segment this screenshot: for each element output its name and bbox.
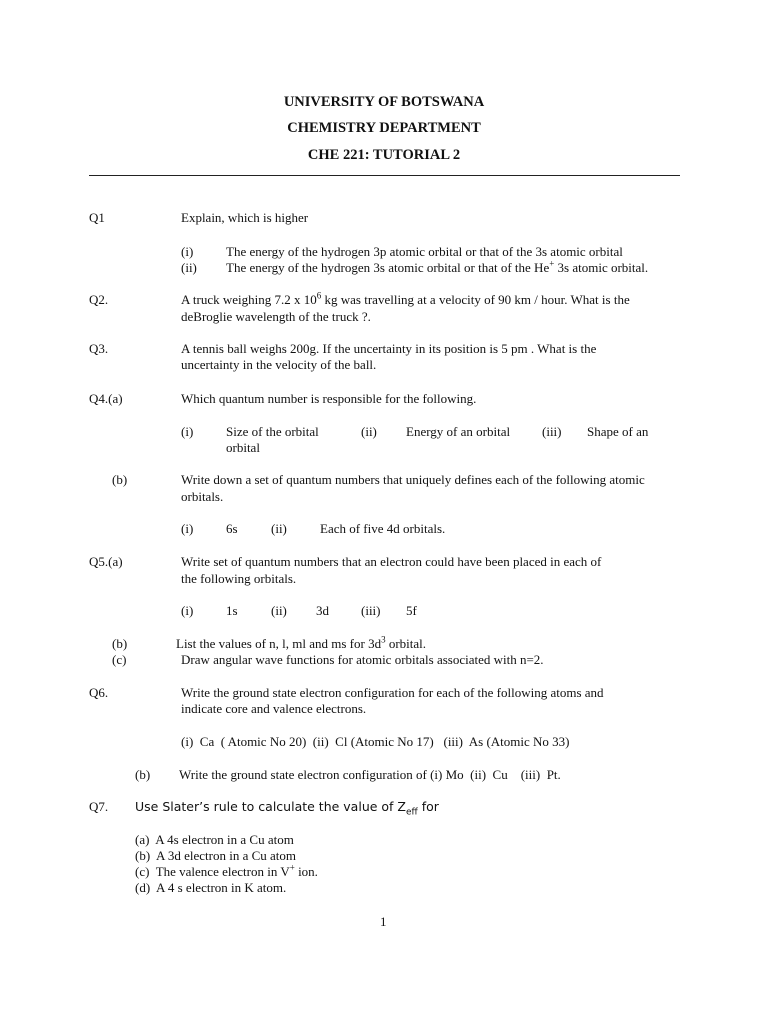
- q4b-label: (b): [112, 472, 128, 487]
- q1-i-label: (i): [181, 244, 194, 259]
- q2-line1: A truck weighing 7.2 x $10^6$ kg was travelling at a velocity of 90 km / hour. What is the: [181, 290, 630, 307]
- q4b-line1: Write down a set of quantum numbers that uniquely defines each of the following atomic: [181, 472, 645, 487]
- q5-opt-i-text: 1s: [226, 603, 238, 618]
- q5-opt-ii-text: 3d: [316, 603, 329, 618]
- q6-line2: indicate core and valence electrons.: [181, 701, 367, 716]
- q3-number: Q3.: [89, 341, 109, 356]
- q1-i-text: The energy of the hydrogen 3p atomic orbital or that of the 3s atomic orbital: [226, 244, 623, 259]
- q3-line2: uncertainty in the velocity of the ball.: [181, 357, 377, 372]
- q4-opt-ii-text: Energy of an orbital: [406, 424, 511, 439]
- q3-line1: A tennis ball weighs 200g. If the uncertainty in its position is 5 pm . What is the: [181, 341, 597, 356]
- q4b-opt-ii-label: (ii): [271, 521, 287, 536]
- q4-text: Which quantum number is responsible for the following.: [181, 391, 477, 406]
- q5-opt-i-label: (i): [181, 603, 194, 618]
- q5-opt-ii-label: (ii): [271, 603, 287, 618]
- q1-ii-text: The energy of the hydrogen 3s atomic orbital or that of the He+ 3s atomic orbital.: [226, 258, 649, 275]
- q5-number: Q5.(a): [89, 554, 123, 569]
- q7-number: Q7.: [89, 799, 109, 814]
- q2-number: Q2.: [89, 292, 109, 307]
- q4b-opt-i-label: (i): [181, 521, 194, 536]
- header-divider: [89, 175, 680, 176]
- q4-opt-iii-label: (iii): [542, 424, 562, 439]
- q4b-opt-i-text: 6s: [226, 521, 238, 536]
- q5-line1: Write set of quantum numbers that an electron could have been placed in each of: [181, 554, 602, 569]
- department-title: CHEMISTRY DEPARTMENT: [287, 120, 481, 136]
- q6-line1: Write the ground state electron configuration for each of the following atoms and: [181, 685, 604, 700]
- q6-number: Q6.: [89, 685, 109, 700]
- q7-text: Use Slater’s rule to calculate the value of $Z_{eff}$ for: [135, 799, 439, 818]
- q4-opt-i-text: Size of the orbital: [226, 424, 319, 439]
- q5-opt-iii-text: 5f: [406, 603, 417, 618]
- q4-number: Q4.(a): [89, 391, 123, 406]
- q7-item-d: (d) A 4 s electron in K atom.: [135, 880, 287, 895]
- q7-item-c: (c) The valence electron in V+ ion.: [135, 862, 318, 879]
- q1-ii-label: (ii): [181, 260, 197, 275]
- q6b-text: Write the ground state electron configuration of (i) Mo (ii) Cu (iii) Pt.: [179, 767, 561, 782]
- q5c-label: (c): [112, 652, 127, 667]
- q1-text: Explain, which is higher: [181, 210, 309, 225]
- q4-opt-iii-text: Shape of an: [587, 424, 649, 439]
- q4-opt-ii-label: (ii): [361, 424, 377, 439]
- q5b-text: List the values of n, l, ml and ms for $3d^3$ orbital.: [176, 634, 427, 651]
- q4b-line2: orbitals.: [181, 489, 224, 504]
- q5-line2: the following orbitals.: [181, 571, 297, 586]
- university-title: UNIVERSITY OF BOTSWANA: [283, 94, 485, 110]
- page-number: 1: [380, 914, 387, 929]
- q4-opt-wrap: orbital: [226, 440, 260, 455]
- q7-item-b: (b) A 3d electron in a Cu atom: [135, 848, 297, 863]
- q4b-opt-ii-text: Each of five 4d orbitals.: [320, 521, 446, 536]
- q5b-label: (b): [112, 636, 128, 651]
- q6b-label: (b): [135, 767, 151, 782]
- q1-number: Q1: [89, 210, 105, 225]
- q7-item-a: (a) A 4s electron in a Cu atom: [135, 832, 294, 847]
- q4-opt-i-label: (i): [181, 424, 194, 439]
- q5c-text: Draw angular wave functions for atomic orbitals associated with n=2.: [181, 652, 544, 667]
- q6-atoms: (i) Ca ( Atomic No 20) (ii) Cl (Atomic No 17) (iii) As (Atomic No 33): [181, 734, 570, 749]
- q5-opt-iii-label: (iii): [361, 603, 381, 618]
- q2-line2: deBroglie wavelength of the truck ?.: [181, 309, 371, 324]
- course-title: CHE 221: TUTORIAL 2: [307, 147, 461, 163]
